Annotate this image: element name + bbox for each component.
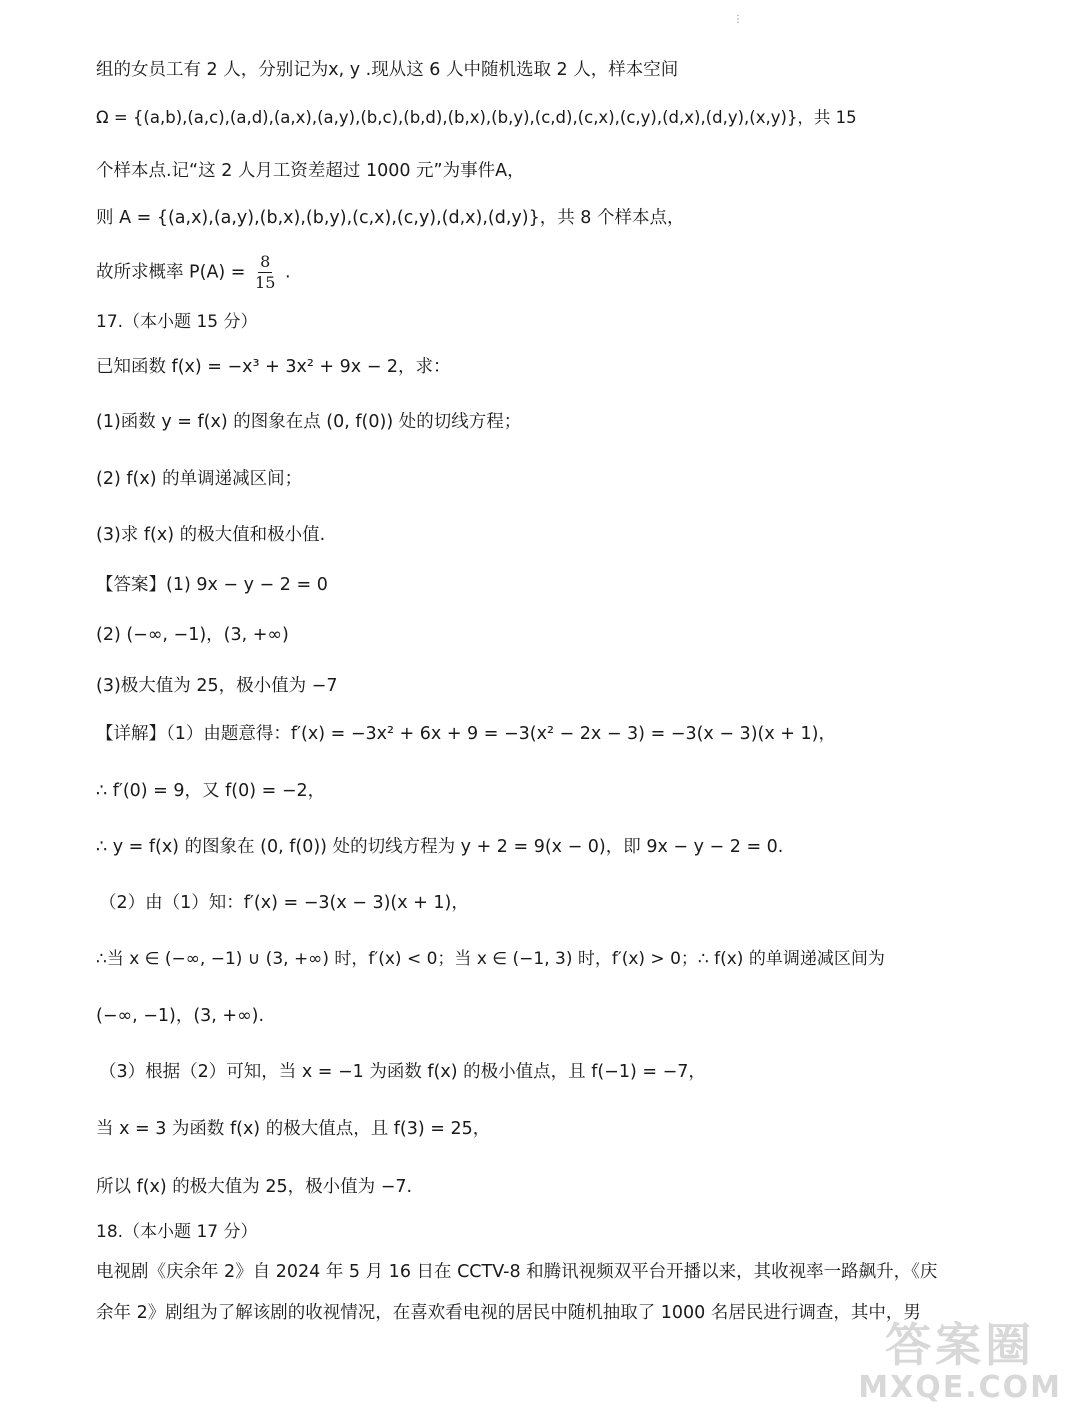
solution-line: ∴ y = f(x) 的图象在 (0, f(0)) 处的切线方程为 y + 2 = 9(x − 0)，即 9x − y − 2 = 0. (96, 837, 784, 857)
answer-line: (3)极大值为 25，极小值为 −7 (96, 676, 338, 696)
solution-line: 所以 f(x) 的极大值为 25，极小值为 −7. (96, 1177, 413, 1197)
solution-line: ∴当 x ∈ (−∞, −1) ∪ (3, +∞) 时，f′(x) < 0；当 x ∈ (−1, 3) 时，f′(x) > 0；∴ f(x) 的单调递减区间为 (96, 949, 885, 969)
probability-fraction (253, 252, 277, 293)
margin-tick: ⋮ (733, 14, 743, 25)
answer-line: 【答案】(1) 9x − y − 2 = 0 (96, 575, 328, 595)
answer-line: (2) (−∞, −1)，(3, +∞) (96, 625, 289, 645)
watermark-text: 答案圈 (885, 1318, 1036, 1372)
text-line: 组的女员工有 2 人，分别记为x, y .现从这 6 人中随机选取 2 人，样本空间 (96, 60, 679, 80)
sub-question: (2) f(x) 的单调递减区间； (96, 469, 303, 489)
sub-question: (3)求 f(x) 的极大值和极小值. (96, 525, 326, 545)
question-stem: 余年 2》剧组为了解该剧的收视情况，在喜欢看电视的居民中随机抽取了 1000 名居民进行调查，其中，男 (96, 1303, 921, 1323)
probability-suffix: . (284, 262, 291, 283)
fraction-numerator: 8 (260, 252, 271, 271)
question-stem: 已知函数 f(x) = −x³ + 3x² + 9x − 2，求： (96, 357, 451, 377)
solution-line: （3）根据（2）可知，当 x = −1 为函数 f(x) 的极小值点，且 f(−1) = −7， (99, 1062, 706, 1082)
fraction-denominator: 15 (255, 273, 276, 292)
probability-prefix: 故所求概率 P(A) = (96, 262, 246, 283)
solution-line: 【详解】（1）由题意得：f′(x) = −3x² + 6x + 9 = −3(x² − 2x − 3) = −3(x − 3)(x + 1)， (96, 724, 836, 744)
sub-question: (1)函数 y = f(x) 的图象在点 (0, f(0)) 处的切线方程； (96, 412, 522, 432)
watermark-url: MXQE.COM (858, 1370, 1062, 1405)
question-heading: 18.（本小题 17 分） (96, 1222, 258, 1242)
question-stem: 电视剧《庆余年 2》自 2024 年 5 月 16 日在 CCTV-8 和腾讯视频双平台开播以来，其收视率一路飙升，《庆 (96, 1262, 938, 1282)
solution-line: ∴ f′(0) = 9，又 f(0) = −2， (96, 781, 326, 801)
sample-space-line: Ω = {(a,b),(a,c),(a,d),(a,x),(a,y),(b,c),(b,d),(b,x),(b,y),(c,d),(c,x),(c,y),(d,x),(d,y),(x,y)}，共 15 (96, 108, 857, 127)
solution-line: （2）由（1）知：f′(x) = −3(x − 3)(x + 1)， (99, 893, 469, 913)
event-a-line: 则 A = {(a,x),(a,y),(b,x),(b,y),(c,x),(c,y),(d,x),(d,y)}，共 8 个样本点， (96, 208, 685, 228)
probability-line (96, 252, 291, 293)
question-heading: 17.（本小题 15 分） (96, 312, 258, 332)
solution-line: 当 x = 3 为函数 f(x) 的极大值点，且 f(3) = 25， (96, 1119, 491, 1139)
solution-line: (−∞, −1)，(3, +∞). (96, 1006, 265, 1026)
text-line: 个样本点.记“这 2 人月工资差超过 1000 元”为事件A， (96, 161, 525, 181)
watermark-logo (858, 1319, 1062, 1405)
